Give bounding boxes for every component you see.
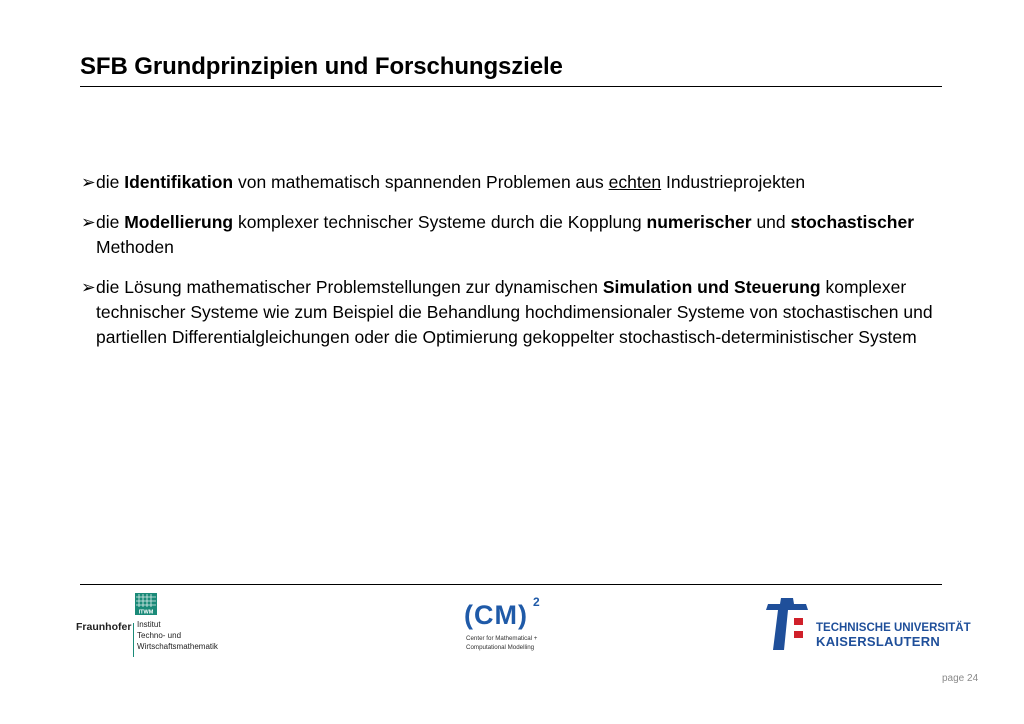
bullet-item — [80, 275, 942, 350]
bullet-bold-text: numerischer — [646, 212, 752, 232]
cm2-superscript: 2 — [533, 595, 540, 609]
fraunhofer-institute-name — [137, 619, 218, 652]
bullet-text: Methoden — [96, 237, 174, 257]
footer-divider — [80, 584, 942, 585]
bullet-text: komplexer technischer Systeme wie zum Beispiel die Behandlung hochdimensionaler Systeme von stochastischen und partiellen Differentialgleichungen oder die Optimierung gekoppelter stochastisch-deterministischer System — [96, 277, 933, 347]
arrow-bullet-icon: ➢ — [81, 212, 96, 232]
fraunhofer-wordmark: Fraunhofer — [76, 621, 132, 633]
bullet-text: die — [96, 212, 125, 232]
tu-kaiserslautern-logo — [764, 598, 971, 652]
tu-name-line1: TECHNISCHE UNIVERSITÄT — [816, 622, 971, 634]
bullet-underlined-text: echten — [608, 172, 662, 192]
cm2-mark: (CM) — [464, 600, 528, 630]
itwm-badge-text: ITWM — [138, 609, 154, 615]
title-divider — [80, 86, 942, 87]
fraunhofer-itwm-logo — [76, 592, 246, 662]
fraunhofer-bar — [133, 623, 134, 657]
tu-name-line2: KAISERSLAUTERN — [816, 634, 941, 649]
cm2-subtitle — [466, 634, 537, 652]
tu-emblem-icon — [764, 598, 814, 652]
bullet-bold-text: Simulation und Steuerung — [602, 277, 821, 297]
bullet-text: Industrieprojekten — [661, 172, 806, 192]
bullet-list — [80, 170, 942, 365]
bullet-item — [80, 170, 942, 195]
cm2-subtitle-line: Computational Modelling — [466, 644, 535, 651]
bullet-text: und — [751, 212, 791, 232]
bullet-bold-text: Modellierung — [124, 212, 234, 232]
institute-line: Techno- und — [137, 631, 182, 640]
bullet-text: die — [96, 172, 125, 192]
arrow-bullet-icon: ➢ — [81, 172, 96, 192]
page-number: page 24 — [942, 673, 979, 684]
itwm-badge-icon — [135, 593, 157, 615]
bullet-text: von mathematisch spannenden Problemen aus — [233, 172, 609, 192]
arrow-bullet-icon: ➢ — [81, 277, 96, 297]
bullet-text: die Lösung mathematischer Problemstellungen zur dynamischen — [96, 277, 603, 297]
cm2-subtitle-line: Center for Mathematical + — [466, 635, 538, 642]
slide-title: SFB Grundprinzipien und Forschungsziele — [80, 53, 563, 80]
bullet-item — [80, 210, 942, 260]
bullet-bold-text: stochastischer — [790, 212, 915, 232]
institute-line: Institut — [137, 620, 161, 629]
institute-line: Wirtschaftsmathematik — [137, 642, 218, 651]
bullet-text: komplexer technischer Systeme durch die Kopplung — [233, 212, 647, 232]
bullet-bold-text: Identifikation — [124, 172, 234, 192]
cm2-logo — [462, 595, 572, 658]
